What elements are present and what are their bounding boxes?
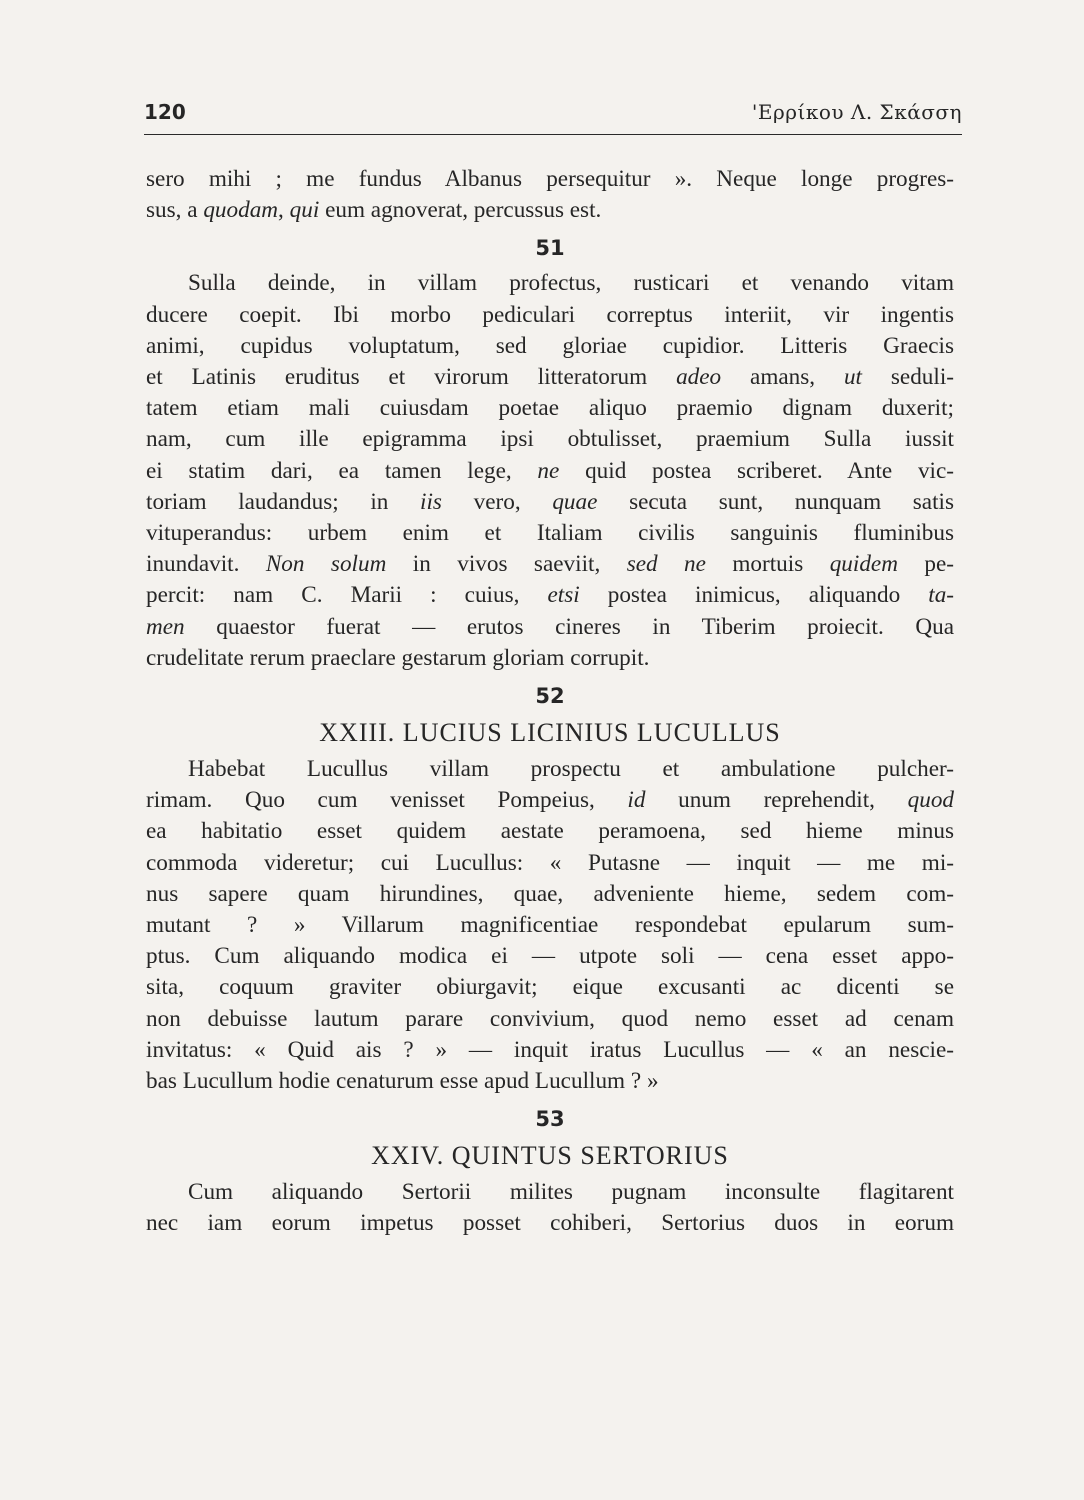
text-line: ducere coepit. Ibi morbo pediculari correptus interiit, vir ingentis xyxy=(146,301,954,328)
text-line: bas Lucullum hodie cenaturum esse apud Lucullum ? » xyxy=(146,1068,659,1095)
running-head: 'Ερρίκου Λ. Σκάσση xyxy=(751,100,962,124)
text-line: men quaestor fuerat — erutos cineres in Tiberim proiecit. Qua xyxy=(146,613,954,640)
section-number: 53 xyxy=(535,1107,565,1132)
text-line: vituperandus: urbem enim et Italiam civilis sanguinis fluminibus xyxy=(146,520,954,547)
text-line: commoda videretur; cui Lucullus: « Putasne — inquit — me mi- xyxy=(146,849,954,876)
text-line: et Latinis eruditus et virorum litteratorum adeo amans, ut seduli- xyxy=(146,364,954,391)
chapter-heading: XXIV. QUINTUS SERTORIUS xyxy=(371,1141,729,1171)
text-line: mutant ? » Villarum magnificentiae respondebat epularum sum- xyxy=(146,912,954,939)
text-line: sus, a quodam, qui eum agnoverat, percussus est. xyxy=(146,197,602,224)
text-line: nam, cum ille epigramma ipsi obtulisset, praemium Sulla iussit xyxy=(146,426,954,453)
text-line: non debuisse lautum parare convivium, quod nemo esset ad cenam xyxy=(146,1005,954,1032)
text-line: toriam laudandus; in iis vero, quae secuta sunt, nunquam satis xyxy=(146,488,955,515)
page-number: 120 xyxy=(144,100,186,124)
text-line: invitatus: « Quid ais ? » — inquit iratus Lucullus — « an nescie- xyxy=(146,1036,954,1063)
text-line: ei statim dari, ea tamen lege, ne quid postea scriberet. Ante vic- xyxy=(146,457,954,484)
text-line: rimam. Quo cum venisset Pompeius, id unum reprehendit, quod xyxy=(146,787,954,814)
text-line: nec iam eorum impetus posset cohiberi, Sertorius duos in eorum xyxy=(146,1210,954,1237)
text-line: ptus. Cum aliquando modica ei — utpote soli — cena esset appo- xyxy=(146,943,954,970)
text-line: Sulla deinde, in villam profectus, rusticari et venando vitam xyxy=(188,270,954,297)
text-line: crudelitate rerum praeclare gestarum gloriam corrupit. xyxy=(146,644,650,671)
section-number: 52 xyxy=(535,684,565,709)
text-line: animi, cupidus voluptatum, sed gloriae cupidior. Litteris Graecis xyxy=(146,332,954,359)
section-number: 51 xyxy=(535,236,565,261)
text-line: ea habitatio esset quidem aestate peramoena, sed hieme minus xyxy=(146,818,954,845)
text-line: percit: nam C. Marii : cuius, etsi postea inimicus, aliquando ta- xyxy=(146,582,955,609)
text-line: inundavit. Non solum in vivos saeviit, sed ne mortuis quidem pe- xyxy=(146,551,955,578)
page-header xyxy=(144,100,962,135)
text-line: Cum aliquando Sertorii milites pugnam inconsulte flagitarent xyxy=(188,1179,954,1206)
text-line: tatem etiam mali cuiusdam poetae aliquo praemio dignam duxerit; xyxy=(146,395,954,422)
page-body xyxy=(146,164,954,1240)
text-line: sero mihi ; me fundus Albanus persequitur ». Neque longe progres- xyxy=(146,166,954,192)
chapter-heading: XXIII. LUCIUS LICINIUS LUCULLUS xyxy=(319,718,781,748)
text-line: sita, coquum graviter obiurgavit; eique excusanti ac dicenti se xyxy=(146,974,954,1001)
text-line: Habebat Lucullus villam prospectu et ambulatione pulcher- xyxy=(188,756,954,783)
text-line: nus sapere quam hirundines, quae, adveniente hieme, sedem com- xyxy=(146,880,954,907)
